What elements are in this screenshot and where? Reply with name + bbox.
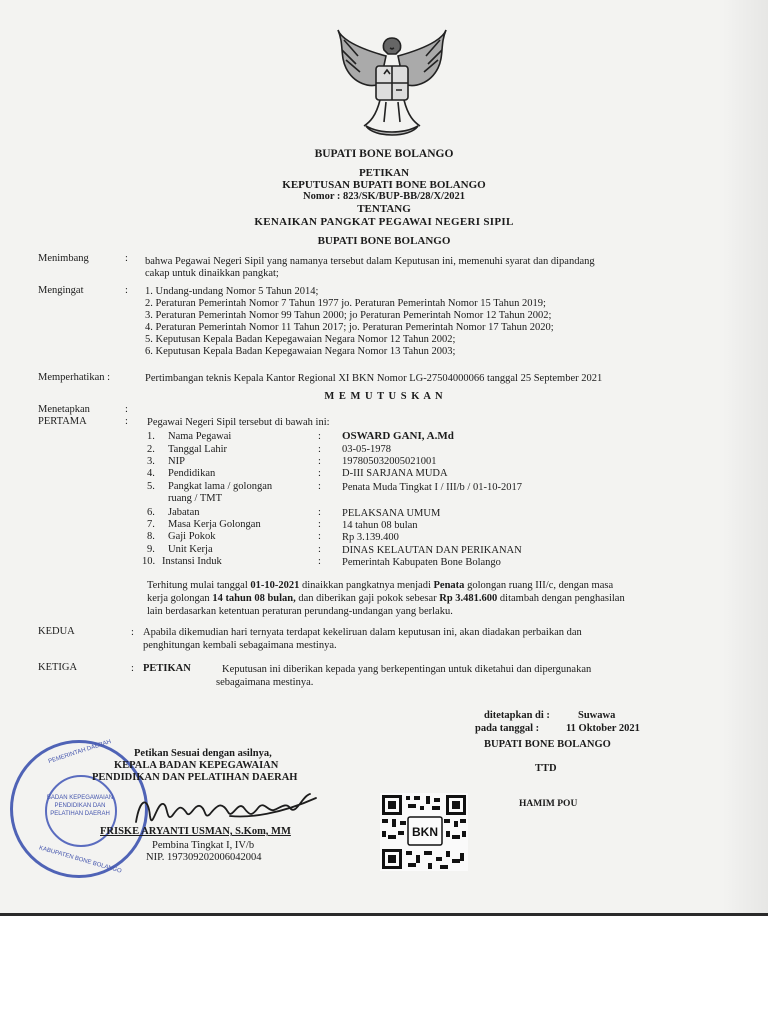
effective-line-2: kerja golongan 14 tahun 08 bulan, dan diberikan gaji pokok sebesar Rp 3.481.600 ditambah dengan penghasilan <box>147 593 625 604</box>
field-num: 10. <box>142 556 156 567</box>
set-at-value: Suwawa <box>578 710 616 721</box>
copy-line-3: PENDIDIKAN DAN PELATIHAN DAERAH <box>92 772 298 783</box>
field-label: Pendidikan <box>168 468 216 479</box>
field-label: Tanggal Lahir <box>168 444 228 455</box>
field-num: 7. <box>147 519 155 530</box>
noting-label: Memperhatikan : <box>38 372 111 383</box>
ttd-mark: TTD <box>535 763 557 774</box>
decides-heading: M E M U T U S K A N <box>324 391 444 402</box>
date-label: pada tanggal : <box>475 723 540 734</box>
second-line-1: Apabila dikemudian hari ternyata terdapat kekeliruan dalam keputusan ini, akan diadakan perbaikan dan <box>143 627 582 638</box>
field-value: Pemerintah Kabupaten Bone Bolango <box>342 557 501 568</box>
field-label: Masa Kerja Golongan <box>168 519 261 530</box>
field-value: 03-05-1978 <box>342 444 391 455</box>
field-label: Unit Kerja <box>168 544 213 555</box>
colon: : <box>318 519 321 530</box>
colon: : <box>318 481 321 492</box>
first-label: PERTAMA <box>38 416 87 427</box>
considering-label: Menimbang <box>38 253 89 264</box>
field-value: 14 tahun 08 bulan <box>342 520 418 531</box>
colon: : <box>125 285 128 296</box>
considering-line-1: bahwa Pegawai Negeri Sipil yang namanya tersebut dalam Keputusan ini, memenuhi syarat dan dipandang <box>145 256 595 267</box>
decree-number: Nomor : 823/SK/BUP-BB/28/X/2021 <box>303 191 465 202</box>
field-label: NIP <box>168 456 185 467</box>
stamp-outer-bottom: KABUPATEN BONE BOLANGO <box>38 845 123 875</box>
field-num: 6. <box>147 507 155 518</box>
signer-name: HAMIM POU <box>519 799 578 809</box>
blank-area <box>0 916 768 1024</box>
colon: : <box>318 444 321 455</box>
remembering-label: Mengingat <box>38 285 84 296</box>
colon: : <box>318 468 321 479</box>
third-label: KETIGA <box>38 662 78 673</box>
field-label: Pangkat lama / golongan <box>168 481 273 492</box>
garuda-emblem-icon <box>330 26 454 144</box>
field-label: Gaji Pokok <box>168 531 216 542</box>
field-label: ruang / TMT <box>168 493 223 504</box>
stamp-inner-2: PENDIDIKAN DAN <box>54 803 106 809</box>
qr-code-icon <box>380 793 468 871</box>
decree-title: KEPUTUSAN BUPATI BONE BOLANGO <box>282 179 486 191</box>
field-label: Nama Pegawai <box>168 431 232 442</box>
field-value: PELAKSANA UMUM <box>342 508 441 519</box>
second-line-2: penghitungan kembali sebagaimana mestinya. <box>143 640 337 651</box>
first-intro: Pegawai Negeri Sipil tersebut di bawah ini: <box>147 417 330 428</box>
field-label: Jabatan <box>168 507 200 518</box>
copy-line-2: KEPALA BADAN KEPEGAWAIAN <box>114 760 279 771</box>
field-label: Instansi Induk <box>162 556 222 567</box>
colon: : <box>125 253 128 264</box>
field-value: Rp 3.139.400 <box>342 532 399 543</box>
stamp-inner-1: BADAN KEPEGAWAIAN <box>46 795 114 801</box>
regent-title-2: BUPATI BONE BOLANGO <box>317 235 451 247</box>
stamp-inner-3: PELATIHAN DAERAH <box>50 811 110 817</box>
field-num: 2. <box>147 444 155 455</box>
about-label: TENTANG <box>357 203 411 215</box>
remembering-item: 4. Peraturan Pemerintah Nomor 11 Tahun 2017; jo. Peraturan Pemerintah Nomor 17 Tahun 2020; <box>145 322 554 333</box>
remembering-item: 3. Peraturan Pemerintah Nomor 99 Tahun 2000; jo Peraturan Pemerintah Nomor 12 Tahun 2002; <box>145 310 552 321</box>
third-line-1: Keputusan ini diberikan kepada yang berkepentingan untuk diketahui dan dipergunakan <box>222 664 592 675</box>
copy-signer-name: FRISKE ARYANTI USMAN, S.Kom, MM <box>100 826 291 837</box>
qr-badge-text: BKN <box>412 825 438 839</box>
third-line-2: sebagaimana mestinya. <box>216 677 314 688</box>
date-value: 11 Oktober 2021 <box>566 723 640 734</box>
field-num: 9. <box>147 544 155 555</box>
establish-label: Menetapkan <box>38 404 90 415</box>
stamp-outer-top: PEMERINTAH DAERAH <box>47 739 112 766</box>
field-value: D-III SARJANA MUDA <box>342 468 448 479</box>
colon: : <box>318 544 321 555</box>
doc-type: PETIKAN <box>358 167 410 179</box>
copy-signer-nip: NIP. 197309202006042004 <box>146 852 262 863</box>
colon: : <box>318 456 321 467</box>
colon: : <box>318 507 321 518</box>
regent-title: BUPATI BONE BOLANGO <box>314 148 454 160</box>
third-keyword: PETIKAN <box>143 663 191 674</box>
set-at-label: ditetapkan di : <box>484 710 550 721</box>
copy-line-1: Petikan Sesuai dengan asilnya, <box>134 748 272 759</box>
colon: : <box>318 556 321 567</box>
field-num: 3. <box>147 456 155 467</box>
field-num: 4. <box>147 468 155 479</box>
second-label: KEDUA <box>38 626 75 637</box>
noting-text: Pertimbangan teknis Kepala Kantor Regional XI BKN Nomor LG-27504000066 tanggal 25 September 2021 <box>145 373 603 384</box>
colon: : <box>131 663 134 674</box>
effective-line-3: lain berdasarkan ketentuan peraturan perundang-undangan yang berlaku. <box>147 606 453 617</box>
colon: : <box>131 627 134 638</box>
colon: : <box>125 404 128 415</box>
field-num: 1. <box>147 431 155 442</box>
copy-signer-rank: Pembina Tingkat I, IV/b <box>152 840 255 851</box>
remembering-item: 1. Undang-undang Nomor 5 Tahun 2014; <box>145 286 319 297</box>
field-num: 5. <box>147 481 155 492</box>
considering-line-2: cakap untuk dinaikkan pangkat; <box>145 268 279 279</box>
colon: : <box>318 431 321 442</box>
colon: : <box>125 416 128 427</box>
remembering-item: 6. Keputusan Kepala Badan Kepegawaian Negara Nomor 13 Tahun 2003; <box>145 346 456 357</box>
field-value: DINAS KELAUTAN DAN PERIKANAN <box>342 545 522 556</box>
field-value: OSWARD GANI, A.Md <box>342 430 454 442</box>
field-value: Penata Muda Tingkat I / III/b / 01-10-2017 <box>342 482 522 493</box>
field-value: 197805032005021001 <box>342 456 437 467</box>
decree-subject: KENAIKAN PANGKAT PEGAWAI NEGERI SIPIL <box>254 216 514 228</box>
field-num: 8. <box>147 531 155 542</box>
remembering-item: 5. Keputusan Kepala Badan Kepegawaian Negara Nomor 12 Tahun 2002; <box>145 334 456 345</box>
signer-title: BUPATI BONE BOLANGO <box>484 739 611 750</box>
colon: : <box>318 531 321 542</box>
effective-line-1: Terhitung mulai tanggal 01-10-2021 dinaikkan pangkatnya menjadi Penata golongan ruang III/c, dengan masa <box>147 580 614 591</box>
remembering-item: 2. Peraturan Pemerintah Nomor 7 Tahun 1977 jo. Peraturan Pemerintah Nomor 15 Tahun 2019; <box>145 298 546 309</box>
